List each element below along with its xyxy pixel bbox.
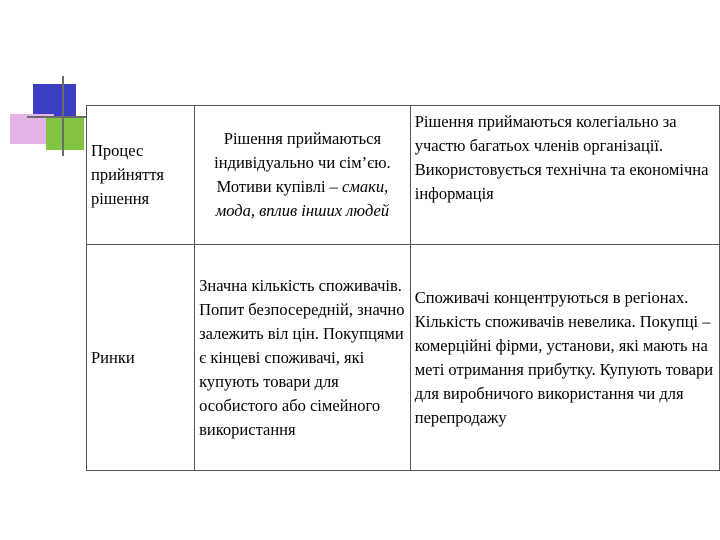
table-row	[87, 106, 720, 245]
business-decision-cell: Рішення приймаються колегіально за участю багатьох членів організації. Використовується технічна та економічна інформація	[410, 106, 719, 245]
consumer-motives	[199, 175, 406, 223]
decor-blue-square	[33, 84, 76, 118]
table-row	[87, 245, 720, 471]
row-header-markets: Ринки	[87, 245, 195, 471]
decor-horizontal-line	[27, 116, 87, 118]
consumer-motives-italic: смаки, мода, вплив інших людей	[215, 177, 390, 220]
row-header-decision-process: Процес прийняття рішення	[87, 106, 195, 245]
consumer-markets-cell: Значна кількість споживачів. Попит безпосередній, значно залежить віл цін. Покупцями є кінцеві споживачі, які купують товари для особистого або сімейного використання	[195, 245, 411, 471]
consumer-motives-label: Мотиви купівлі –	[216, 177, 343, 196]
consumer-decision-text: Рішення приймаються індивідуально чи сім’єю.	[214, 129, 391, 172]
consumer-decision-cell	[195, 106, 411, 245]
decor-green-square	[46, 118, 84, 150]
comparison-table	[86, 105, 720, 471]
business-markets-cell: Споживачі концентруються в регіонах. Кількість споживачів невелика. Покупці – комерційні фірми, установи, які мають на меті отримання прибутку. Купують товари для виробничого використання чи для перепродажу	[410, 245, 719, 471]
